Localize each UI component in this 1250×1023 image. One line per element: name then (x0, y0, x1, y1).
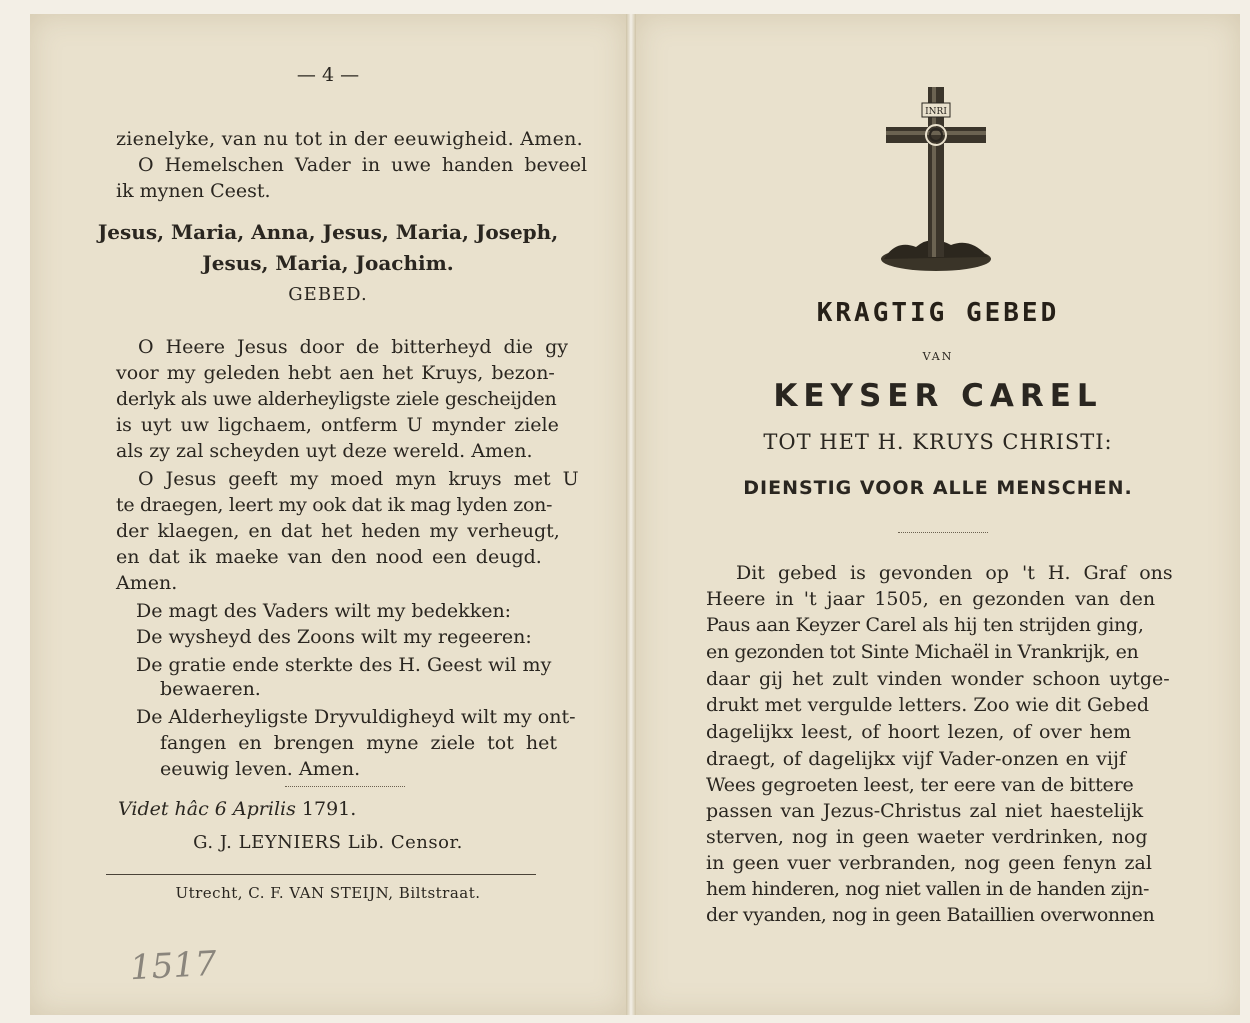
title-dienstig: DIENSTIG VOOR ALLE MENSCHEN. (743, 477, 1133, 499)
text-line: te draegen, leert my ook dat ik mag lyden zon- (116, 494, 553, 516)
body-line: daar gij het zult vinden wonder schoon uytge- (706, 668, 1170, 690)
page-number: — 4 — (296, 64, 360, 86)
left-page (30, 14, 626, 1015)
gebed-heading: GEBED. (288, 284, 368, 305)
title-kruys-christi: TOT HET H. KRUYS CHRISTI: (763, 430, 1113, 454)
text-line: Amen. (116, 572, 178, 594)
text-line: derlyk als uwe alderheyligste ziele gescheijden (116, 388, 557, 410)
censor-year: 1791. (301, 798, 357, 820)
title-van: VAN (922, 350, 954, 363)
title-keyser-carel: KEYSER CAREL (773, 378, 1103, 414)
body-line: hem hinderen, nog niet vallen in de handen zijn- (706, 878, 1149, 900)
text-line: O Jesus geeft my moed myn kruys met U (138, 468, 579, 490)
verse-line: bewaeren. (160, 678, 261, 700)
cross-icon (876, 69, 996, 279)
cross-label: INRI (925, 107, 947, 117)
body-line: draegt, of dagelijkx vijf Vader-onzen en vijf (706, 748, 1126, 770)
body-line: in geen vuer verbranden, nog geen fenyn zal (706, 852, 1152, 874)
text-line: zienelyke, van nu tot in der eeuwigheid. Amen. (116, 128, 584, 150)
verse-line: De magt des Vaders wilt my bedekken: (136, 600, 512, 622)
censor-name: G. J. LEYNIERS Lib. Censor. (193, 832, 463, 853)
censor-date: Videt hâc 6 Aprilis (118, 798, 296, 820)
body-line: drukt met vergulde letters. Zoo wie dit Gebed (706, 694, 1149, 716)
body-line: en gezonden tot Sinte Michaël in Vrankrijk, en (706, 641, 1139, 663)
text-line: is uyt uw ligchaem, ontferm U mynder ziele (116, 414, 559, 436)
book-spine (626, 14, 636, 1015)
verse-line: De Alderheyligste Dryvuldigheyd wilt my ont- (136, 706, 576, 728)
ornament-divider (898, 526, 988, 533)
body-line: dagelijkx leest, of hoort lezen, of over hem (706, 721, 1132, 743)
right-page (636, 14, 1240, 1015)
body-line: der vyanden, nog in geen Bataillien overwonnen (706, 904, 1155, 926)
body-line: sterven, nog in geen waeter verdrinken, nog (706, 826, 1148, 848)
ornament-divider (285, 780, 405, 787)
cross-illustration (876, 69, 996, 279)
text-line: ik mynen Ceest. (116, 180, 271, 202)
title-kragtig-gebed: KRAGTIG GEBED (816, 298, 1060, 328)
body-line: Paus aan Keyzer Carel als hij ten strijden ging, (706, 614, 1144, 636)
body-line: passen van Jezus-Christus zal niet haestelijk (706, 800, 1144, 822)
names-line: Jesus, Maria, Joachim. (202, 251, 454, 275)
verse-line: eeuwig leven. Amen. (160, 758, 361, 780)
text-line: voor my geleden hebt aen het Kruys, bezon- (116, 362, 555, 384)
text-line: O Hemelschen Vader in uwe handen beveel (138, 154, 588, 176)
printer-imprint: Utrecht, C. F. VAN STEIJN, Biltstraat. (175, 884, 481, 902)
censor-line (118, 798, 356, 820)
verse-line: De gratie ende sterkte des H. Geest wil my (136, 654, 552, 676)
verse-line: De wysheyd des Zoons wilt my regeeren: (136, 626, 532, 648)
handwritten-number: 1517 (129, 943, 218, 989)
text-line: als zy zal scheyden uyt deze wereld. Amen. (116, 440, 533, 462)
text-line: der klaegen, en dat het heden my verheugt, (116, 520, 560, 542)
text-line: en dat ik maeke van den nood een deugd. (116, 546, 542, 568)
body-line: Dit gebed is gevonden op 't H. Graf ons (736, 562, 1173, 584)
body-line: Heere in 't jaar 1505, en gezonden van den (706, 588, 1156, 610)
printer-rule (106, 874, 536, 875)
verse-line: fangen en brengen myne ziele tot het (160, 732, 558, 754)
names-line: Jesus, Maria, Anna, Jesus, Maria, Joseph, (97, 220, 559, 244)
body-line: Wees gegroeten leest, ter eere van de bittere (706, 774, 1134, 796)
text-line: O Heere Jesus door de bitterheyd die gy (138, 336, 568, 358)
